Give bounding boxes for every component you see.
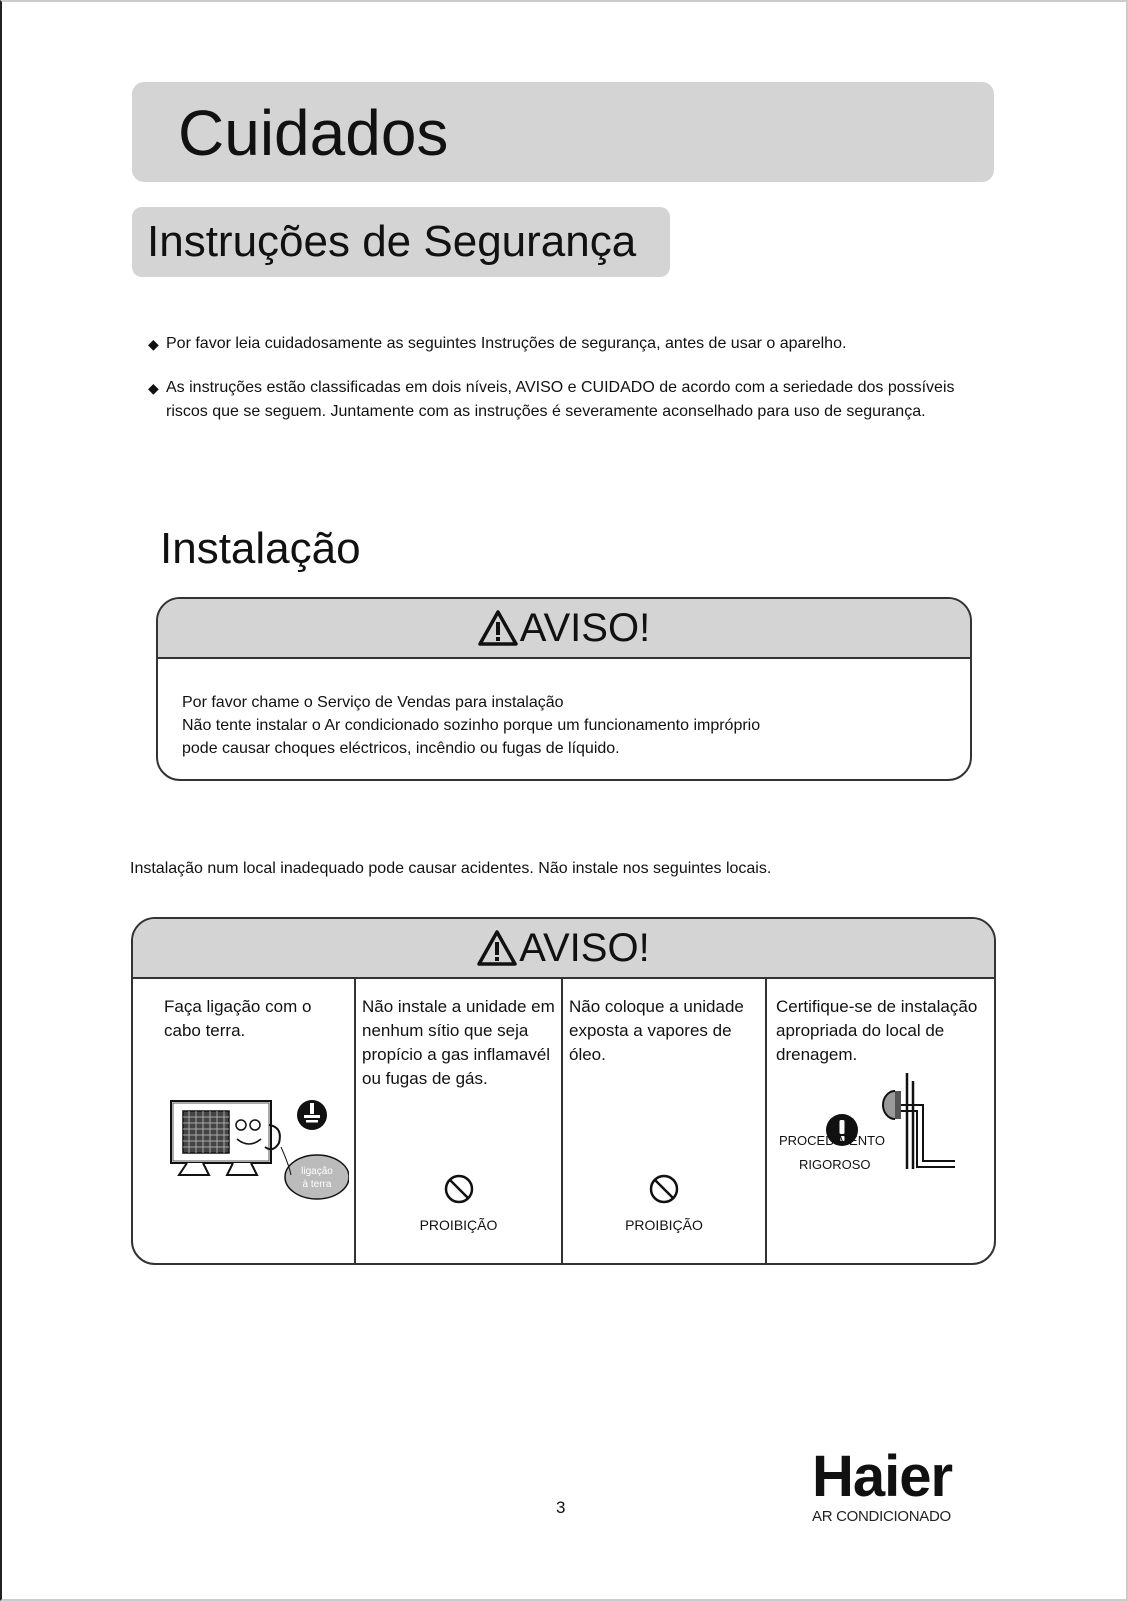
column-text: Não coloque a unidade exposta a vapores de óleo. (569, 997, 744, 1064)
bullet-item (148, 332, 998, 356)
section-heading: Instalação (160, 524, 361, 573)
aircon-ground-illustration (169, 1095, 349, 1205)
prohibition-icon (648, 1173, 680, 1205)
warning-triangle-icon (478, 610, 518, 646)
warning-column-gas (356, 979, 563, 1263)
bullet-icon: ◆ (148, 336, 159, 352)
warning-triangle-icon (477, 930, 517, 966)
warning-columns (133, 979, 994, 1263)
column-text: Certifique-se de instalação apropriada do local de drenagem. (776, 997, 978, 1064)
warning-column-oil (563, 979, 767, 1263)
drain-pipe-icon (879, 1071, 959, 1171)
haier-logo (812, 1444, 992, 1525)
warning-box-installation (156, 597, 972, 781)
procedure-line: PROCEDIMENTO (779, 1133, 885, 1148)
prohibition-label: PROIBIÇÃO (625, 1217, 703, 1233)
prohibition-icon (443, 1173, 475, 1205)
warning-label: AVISO! (519, 925, 650, 970)
bullet-text: As instruções estão classificadas em dois níveis, AVISO e CUIDADO de acordo com a seriedade dos possíveis riscos que se seguem. Juntamente com as instruções é severamente aconselhado para uso de segurança. (166, 379, 955, 420)
warning-header (158, 599, 970, 659)
prohibition-mark (563, 1173, 765, 1237)
title-bar (132, 82, 994, 182)
page-title: Cuidados (178, 97, 449, 169)
warning-line: Por favor chame o Serviço de Vendas para instalação (182, 694, 564, 711)
svg-text:ligação: ligação (301, 1166, 333, 1177)
bullet-text: Por favor leia cuidadosamente as seguintes Instruções de segurança, antes de usar o aparelho. (166, 335, 847, 352)
location-note: Instalação num local inadequado pode causar acidentes. Não instale nos seguintes locais. (130, 860, 772, 877)
warning-line: pode causar choques eléctricos, incêndio ou fugas de líquido. (182, 740, 620, 757)
logo-name: Haier (812, 1444, 953, 1509)
prohibition-mark (356, 1173, 561, 1237)
page-subtitle: Instruções de Segurança (147, 217, 637, 266)
column-text: Faça ligação com o cabo terra. (164, 997, 312, 1040)
warning-header (133, 919, 994, 979)
warning-column-ground (133, 979, 356, 1263)
warning-body (158, 659, 970, 760)
bullet-icon: ◆ (148, 380, 159, 396)
warning-column-drainage (767, 979, 994, 1263)
svg-text:à terra: à terra (302, 1179, 332, 1190)
subtitle-bar (132, 207, 670, 277)
procedure-line: RIGOROSO (799, 1157, 871, 1172)
warning-label: AVISO! (519, 605, 651, 650)
prohibition-label: PROIBIÇÃO (419, 1217, 498, 1233)
bullet-item (148, 376, 998, 424)
logo-tagline: AR CONDICIONADO (812, 1508, 951, 1525)
warning-box-locations (131, 917, 996, 1265)
intro-bullets (148, 332, 998, 444)
warning-line: Não tente instalar o Ar condicionado sozinho porque um funcionamento impróprio (182, 717, 761, 734)
page-number: 3 (556, 1498, 566, 1517)
procedure-label (779, 1129, 885, 1177)
column-text: Não instale a unidade em nenhum sítio que seja propício a gas inflamavél ou fugas de gás. (362, 997, 555, 1088)
